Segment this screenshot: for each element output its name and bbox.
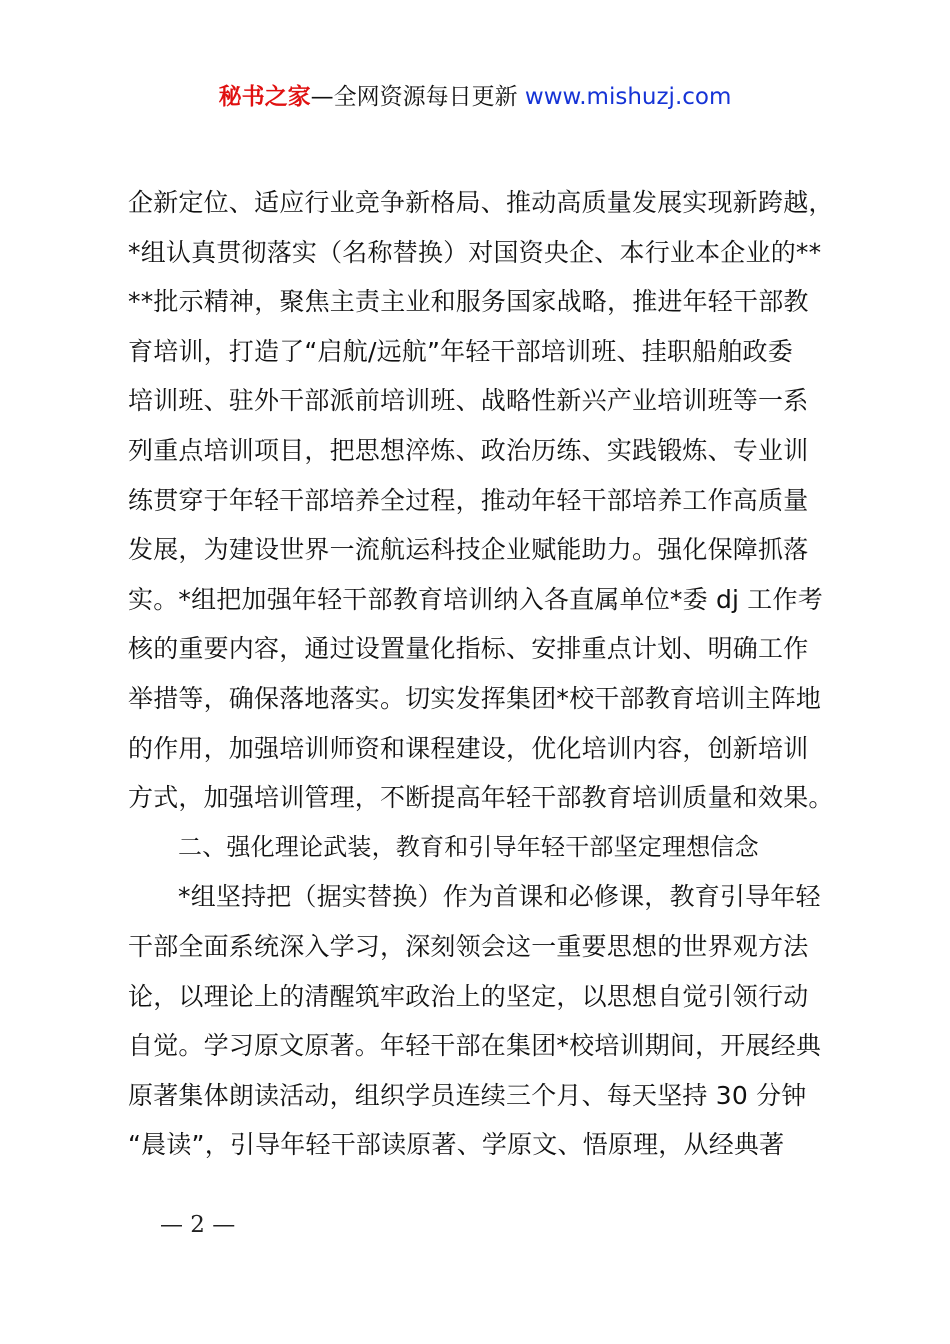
body-text (128, 178, 848, 1170)
text-line: 举措等，确保落地落实。切实发挥集团*校干部教育培训主阵地 (128, 683, 822, 713)
text-line: 核的重要内容，通过设置量化指标、安排重点计划、明确工作 (128, 634, 809, 664)
text-line: 培训班、驻外干部派前培训班、战略性新兴产业培训班等一系 (128, 386, 809, 416)
text-line: 的作用，加强培训师资和课程建设，优化培训内容，创新培训 (128, 733, 809, 763)
text-line: 发展，为建设世界一流航运科技企业赋能助力。强化保障抓落 (128, 535, 809, 565)
text-line: *组坚持把（据实替换）作为首课和必修课，教育引导年轻 (178, 882, 821, 912)
text-line: 实。*组把加强年轻干部教育培训纳入各直属单位*委 dj 工作考 (128, 584, 823, 614)
text-line: 企新定位、适应行业竞争新格局、推动高质量发展实现新跨越， (128, 188, 834, 217)
brand-name: 秘书之家 (218, 84, 311, 110)
text-line: 自觉。学习原文原著。年轻干部在集团*校培训期间，开展经典 (128, 1031, 822, 1061)
text-line: 练贯穿于年轻干部培养全过程，推动年轻干部培养工作高质量 (128, 485, 809, 515)
text-line: 育培训，打造了“启航/远航”年轻干部培训班、挂职船舶政委 (128, 336, 793, 366)
text-line: 原著集体朗读活动，组织学员连续三个月、每天坚持 30 分钟 (128, 1080, 807, 1110)
header-url[interactable]: www.mishuzj.com (524, 84, 732, 110)
text-line: “晨读”，引导年轻干部读原著、学原文、悟原理，从经典著 (128, 1130, 785, 1160)
text-line: *组认真贯彻落实（名称替换）对国资央企、本行业本企业的** (128, 237, 822, 267)
text-line: 论，以理论上的清醒筑牢政治上的坚定，以思想自觉引领行动 (128, 981, 809, 1011)
text-line: 方式，加强培训管理，不断提高年轻干部教育培训质量和效果。 (128, 783, 834, 813)
header-slogan: —全网资源每日更新 (310, 84, 525, 110)
text-line: **批示精神，聚焦主责主业和服务国家战略，推进年轻干部教 (128, 287, 809, 317)
page-number: — 2 — (160, 1212, 236, 1238)
text-line: 干部全面系统深入学习，深刻领会这一重要思想的世界观方法 (128, 931, 809, 961)
page-header (0, 80, 950, 114)
section-heading: 二、强化理论武装，教育和引导年轻干部坚定理想信念 (178, 832, 759, 861)
text-line: 列重点培训项目，把思想淬炼、政治历练、实践锻炼、专业训 (128, 435, 809, 465)
